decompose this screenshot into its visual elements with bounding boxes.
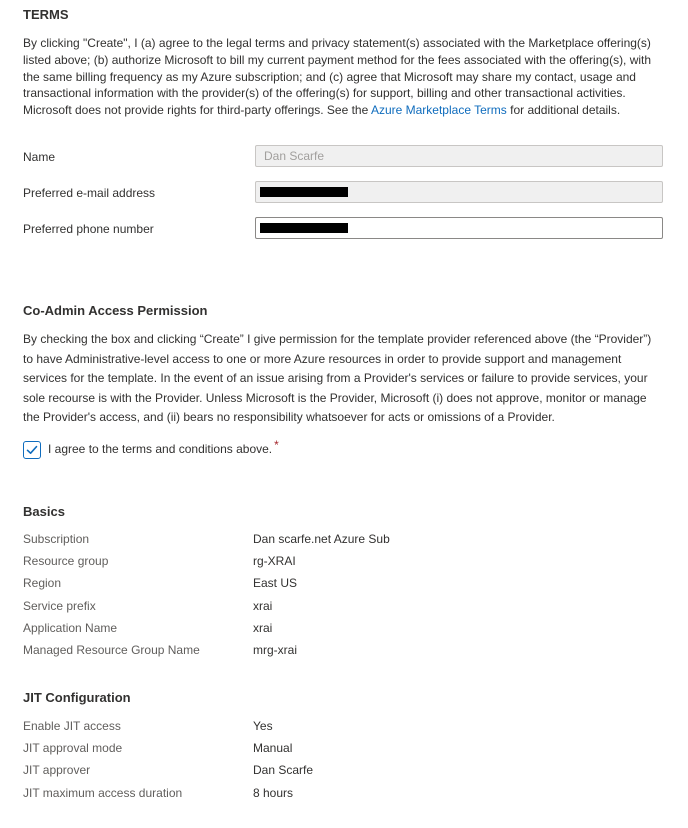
name-field — [255, 145, 663, 167]
terms-text — [23, 35, 663, 119]
terms-text-part1: By clicking "Create", I (a) agree to the legal terms and privacy statement(s) associated with the Marketplace offering(s) listed above; (b) authorize Microsoft to bill my current payment method for the fees associated with the offering(s), with the same billing frequency as my Azure subscription; and (c) agree that Microsoft may share my contact, usage and transactional information with the provider(s) of the offering(s) for support, billing and other transactional activities. Microsoft does not provide rights for third-party offerings. See the — [23, 36, 652, 118]
phone-field[interactable] — [255, 217, 663, 239]
jit-value-max-duration: 8 hours — [253, 786, 294, 800]
jit-key-approver: JIT approver — [23, 763, 91, 777]
basics-value-resource-group: rg-XRAI — [253, 554, 296, 568]
basics-key-application-name: Application Name — [23, 621, 118, 635]
agree-checkbox-label — [48, 438, 279, 456]
jit-key-approval-mode: JIT approval mode — [23, 741, 123, 755]
email-field — [255, 181, 663, 203]
jit-title: JIT Configuration — [23, 690, 131, 705]
basics-value-application-name: xrai — [253, 621, 273, 635]
coadmin-title: Co-Admin Access Permission — [23, 303, 208, 318]
email-redaction — [260, 187, 348, 197]
basics-value-managed-rg: mrg-xrai — [253, 643, 297, 657]
jit-value-approval-mode: Manual — [253, 741, 293, 755]
jit-value-approver: Dan Scarfe — [253, 763, 314, 777]
basics-key-subscription: Subscription — [23, 532, 90, 546]
name-label: Name — [23, 150, 56, 164]
email-label: Preferred e-mail address — [23, 186, 156, 200]
agree-checkbox[interactable] — [23, 441, 41, 459]
checkmark-icon — [26, 444, 38, 456]
jit-value-enable: Yes — [253, 719, 273, 733]
azure-marketplace-terms-link[interactable]: Azure Marketplace Terms — [370, 103, 507, 118]
basics-key-region: Region — [23, 576, 62, 590]
basics-value-service-prefix: xrai — [253, 599, 273, 613]
basics-title: Basics — [23, 504, 65, 519]
coadmin-text: By checking the box and clicking “Create” I give permission for the template provider referenced above (the “Provider”) to have Administrative-level access to one or more Azure resources in order to provide support and management services for the template. In the event of an issue arising from a Provider's services or failure to provide services, your sole recourse is with the Provider. Unless Microsoft is the Provider, Microsoft (i) does not approve, monitor or manage the Provider's access, and (ii) bears no responsibility whatsoever for acts or omissions of a Provider. — [23, 332, 652, 425]
basics-key-service-prefix: Service prefix — [23, 599, 96, 613]
terms-title: TERMS — [23, 7, 69, 22]
agree-label-text: I agree to the terms and conditions above. — [48, 442, 273, 456]
basics-key-managed-rg: Managed Resource Group Name — [23, 643, 200, 657]
jit-key-enable: Enable JIT access — [23, 719, 121, 733]
jit-key-max-duration: JIT maximum access duration — [23, 786, 183, 800]
phone-label: Preferred phone number — [23, 222, 154, 236]
phone-redaction — [260, 223, 348, 233]
terms-text-part2: for additional details. — [506, 103, 621, 118]
basics-value-region: East US — [253, 576, 298, 590]
basics-key-resource-group: Resource group — [23, 554, 109, 568]
basics-value-subscription: Dan scarfe.net Azure Sub — [253, 532, 390, 546]
name-value: Dan Scarfe — [264, 149, 325, 163]
required-asterisk: * — [274, 438, 279, 452]
